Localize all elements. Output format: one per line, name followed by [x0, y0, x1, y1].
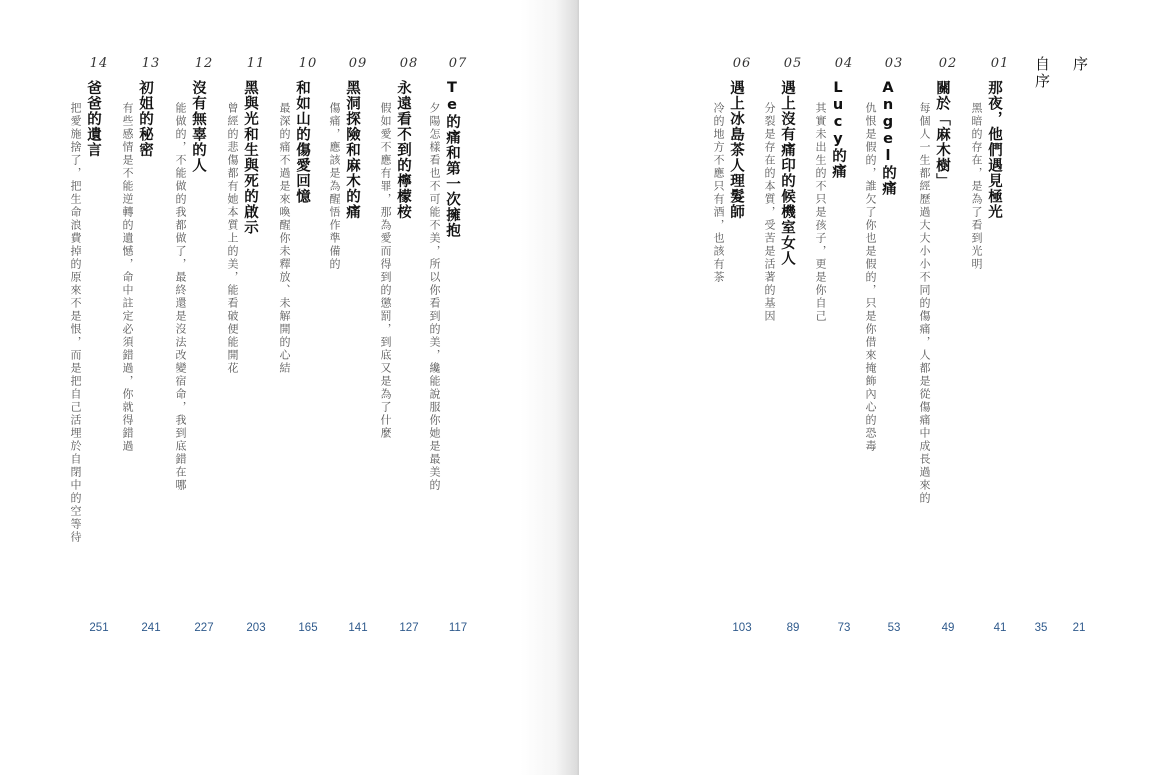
entry-page-number: 241	[141, 622, 161, 634]
entry-number: 04	[834, 56, 854, 71]
entry-number: 13	[141, 56, 161, 71]
entry-subtitle: 分裂是存在的本質，受苦是活著的基因	[763, 102, 776, 323]
entry-subtitle: 每個人一生都經歷過大大小小不同的傷痛，人都是從傷痛中成長過來的	[918, 102, 931, 505]
toc-entry	[712, 0, 762, 775]
toc-entry	[428, 0, 478, 775]
entry-title: 初姐的秘密	[137, 80, 153, 158]
entry-subtitle: 把愛施捨了，把生命浪費掉的原來不是恨，而是把自己活埋於自閉中的空等待	[69, 102, 82, 544]
entry-subtitle: 其實未出生的不只是孩子，更是你自己	[814, 102, 827, 323]
toc-entry	[763, 0, 813, 775]
toc-entry	[864, 0, 914, 775]
entry-number: 05	[783, 56, 803, 71]
entry-title: 遇上沒有痛印的候機室女人	[779, 80, 795, 266]
entry-number: 12	[194, 56, 214, 71]
entry-number: 02	[938, 56, 958, 71]
entry-subtitle: 能做的，不能做的我都做了，最終還是沒法改變宿命，我到底錯在哪	[174, 102, 187, 492]
entry-subtitle: 傷痛，應該是為醒悟作準備的	[328, 102, 341, 271]
toc-entry	[918, 0, 968, 775]
entry-subtitle: 假如愛不應有罪，那為愛而得到的懲罰，到底又是為了什麼	[379, 102, 392, 440]
entry-subtitle: 冷的地方不應只有酒，也該有茶	[712, 102, 725, 284]
entry-title: 爸爸的遺言	[85, 80, 101, 158]
entry-subtitle: 夕陽怎樣看也不可能不美，所以你看到的美，纔能說服你她是最美的	[428, 102, 441, 492]
entry-title: Te的痛和第一次擁抱	[444, 80, 460, 238]
entry-subtitle: 仇恨是假的，誰欠了你也是假的，只是你借來掩飾內心的恐毒	[864, 102, 877, 453]
right-page	[579, 0, 1158, 775]
entry-subtitle: 黑暗的存在，是為了看到光明	[970, 102, 983, 271]
toc-entry	[328, 0, 378, 775]
toc-entry-preface	[1021, 0, 1061, 775]
entry-title: 黑與光和生與死的啟示	[242, 80, 258, 235]
entry-title: 黑洞探險和麻木的痛	[344, 80, 360, 220]
entry-number: 01	[990, 56, 1010, 71]
entry-page-number: 35	[1034, 622, 1048, 634]
toc-entry	[814, 0, 864, 775]
main-heading: 序	[1071, 56, 1089, 73]
entry-page-number: 49	[941, 622, 955, 634]
entry-page-number: 21	[1072, 622, 1086, 634]
entry-page-number: 165	[298, 622, 318, 634]
toc-entry	[69, 0, 119, 775]
entry-title: 關於「麻木樹」	[934, 80, 950, 189]
entry-page-number: 103	[732, 622, 752, 634]
entry-number: 09	[348, 56, 368, 71]
entry-number: 03	[884, 56, 904, 71]
entry-number: 10	[298, 56, 318, 71]
entry-page-number: 53	[887, 622, 901, 634]
toc-entry	[278, 0, 328, 775]
entry-number: 06	[732, 56, 752, 71]
entry-title: 永遠看不到的檸檬桉	[395, 80, 411, 220]
toc-entry	[379, 0, 429, 775]
entry-page-number: 41	[993, 622, 1007, 634]
entry-page-number: 127	[399, 622, 419, 634]
entry-page-number: 73	[837, 622, 851, 634]
entry-number: 07	[448, 56, 468, 71]
entry-title: Lucy的痛	[830, 80, 846, 179]
entry-subtitle: 最深的痛不過是來喚醒你未釋放、未解開的心結	[278, 102, 291, 375]
entry-page-number: 251	[89, 622, 109, 634]
toc-entry	[174, 0, 224, 775]
entry-page-number: 227	[194, 622, 214, 634]
toc-entry	[970, 0, 1020, 775]
entry-page-number: 141	[348, 622, 368, 634]
entry-page-number: 117	[448, 622, 468, 634]
toc-entry	[121, 0, 171, 775]
entry-number: 08	[399, 56, 419, 71]
entry-number: 14	[89, 56, 109, 71]
toc-entry-main	[1059, 0, 1099, 775]
toc-entry	[226, 0, 276, 775]
entry-subtitle: 曾經的悲傷都有她本質上的美，能看破便能開花	[226, 102, 239, 375]
entry-title: 沒有無辜的人	[190, 80, 206, 173]
entry-subtitle: 有些感情是不能逆轉的遺憾，命中註定必須錯過，你就得錯過	[121, 102, 134, 453]
entry-page-number: 203	[246, 622, 266, 634]
entry-title: 那夜，他們遇見極光	[986, 80, 1002, 220]
preface-heading: 自序	[1033, 56, 1051, 90]
entry-title: Angel的痛	[880, 80, 896, 196]
entry-number: 11	[246, 56, 266, 71]
entry-page-number: 89	[786, 622, 800, 634]
entry-title: 和如山的傷愛回憶	[294, 80, 310, 204]
entry-title: 遇上冰島茶人理髮師	[728, 80, 744, 220]
